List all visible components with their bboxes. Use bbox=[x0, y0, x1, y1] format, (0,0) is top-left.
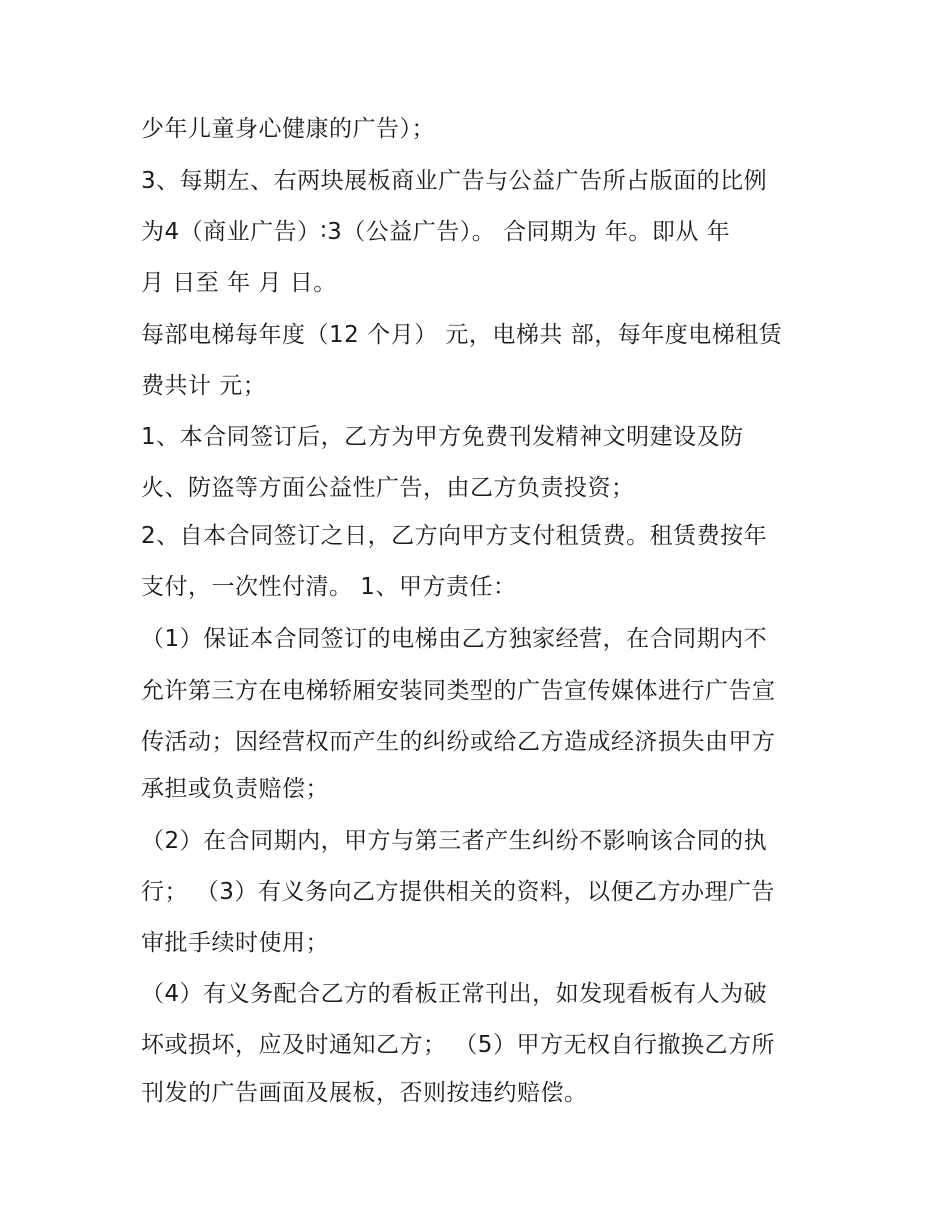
text-line: 允许第三方在电梯轿厢安装同类型的广告宣传媒体进行广告宣 bbox=[141, 678, 776, 704]
text-line: 为4（商业广告）∶3（公益广告）。 合同期为 年。即从 年 bbox=[141, 219, 731, 245]
text-line: 3、每期左、右两块展板商业广告与公益广告所占版面的比例 bbox=[141, 168, 768, 194]
text-line: 费共计 元； bbox=[141, 373, 267, 399]
text-line: （4）有义务配合乙方的看板正常刊出，如发现看板有人为破 bbox=[141, 981, 768, 1007]
text-line: 行； （3）有义务向乙方提供相关的资料，以便乙方办理广告 bbox=[141, 879, 775, 905]
text-line: 少年儿童身心健康的广告）； bbox=[141, 116, 435, 142]
text-line: 刊发的广告画面及展板，否则按违约赔偿。 bbox=[141, 1080, 588, 1106]
text-line: 支付，一次性付清。 1、甲方责任： bbox=[141, 574, 517, 600]
text-line: 承担或负责赔偿； bbox=[141, 776, 329, 802]
text-line: 坏或损坏，应及时通知乙方； （5）甲方无权自行撤换乙方所 bbox=[141, 1032, 775, 1058]
text-line: 2、自本合同签订之日，乙方向甲方支付租赁费。租赁费按年 bbox=[141, 523, 768, 549]
text-line: 1、本合同签订后，乙方为甲方免费刊发精神文明建设及防 bbox=[141, 424, 744, 450]
text-line: 火、防盗等方面公益性广告，由乙方负责投资； bbox=[141, 475, 635, 501]
text-line: 月 日至 年 月 日。 bbox=[141, 270, 337, 296]
text-line: 每部电梯每年度（12 个月） 元，电梯共 部，每年度电梯租赁 bbox=[141, 322, 783, 348]
text-line: （2）在合同期内，甲方与第三者产生纠纷不影响该合同的执 bbox=[141, 828, 768, 854]
text-line: 审批手续时使用； bbox=[141, 930, 329, 956]
text-line: （1）保证本合同签订的电梯由乙方独家经营，在合同期内不 bbox=[141, 626, 768, 652]
text-line: 传活动；因经营权而产生的纠纷或给乙方造成经济损失由甲方 bbox=[141, 729, 776, 755]
